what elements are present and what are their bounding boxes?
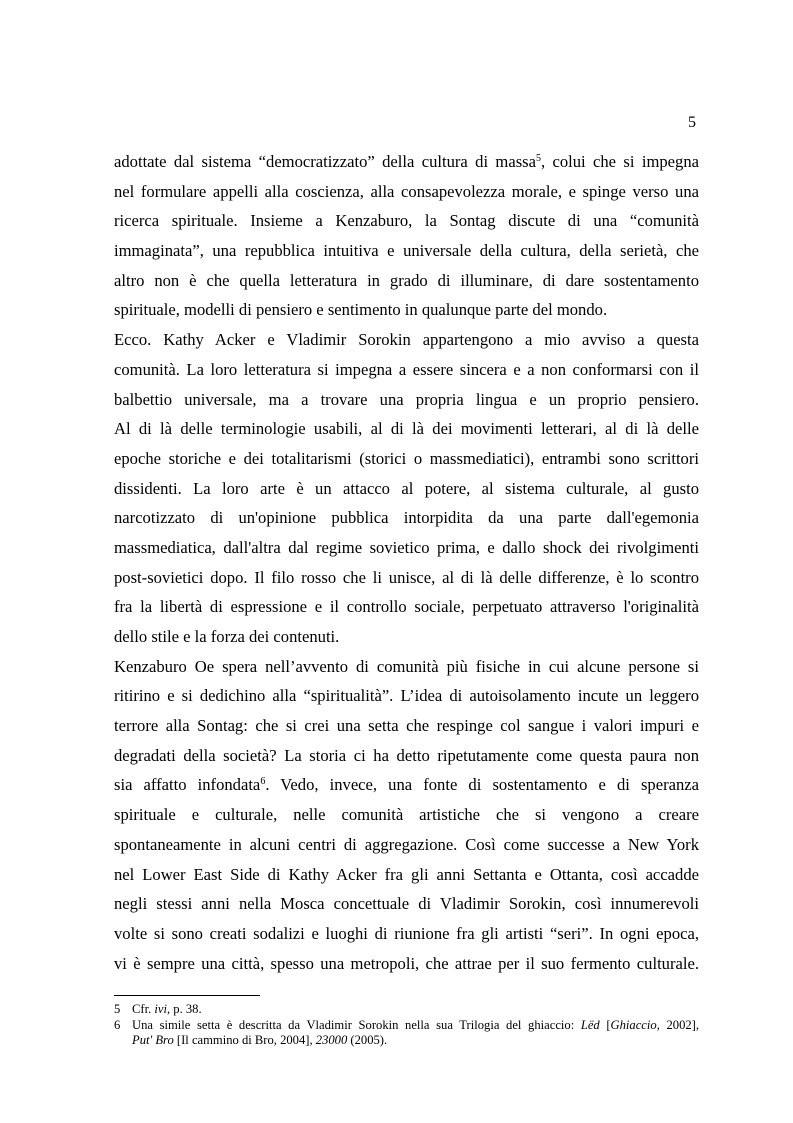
text-segment: epoche storiche e dei totalitarismi (storici o massmediatici), entrambi sono scrittori (114, 448, 699, 468)
text-segment: degradati della società? La storia ci ha detto ripetutamente come questa paura non (114, 745, 699, 765)
footnotes (114, 1002, 699, 1049)
text-line (114, 830, 699, 860)
text-line (114, 474, 699, 504)
footnote-number: 5 (114, 1002, 121, 1016)
text-segment: , p. 38. (166, 1002, 202, 1016)
text-segment: negli stessi anni nella Mosca concettuale di Vladimir Sorokin, così innumerevoli (114, 894, 699, 914)
footnote (114, 1018, 699, 1049)
text-line (114, 355, 699, 385)
text-segment: spontaneamente in alcuni centri di aggregazione. Così come successe a New York (114, 834, 699, 854)
text-line (114, 889, 699, 919)
text-line (114, 711, 699, 741)
text-segment: comunità. La loro letteratura si impegna a essere sincera e a non conformarsi con il (114, 359, 699, 379)
text-line (114, 563, 699, 593)
text-line (114, 385, 699, 415)
text-segment: (2005). (347, 1033, 388, 1047)
text-segment: immaginata”, una repubblica intuitiva e universale della cultura, della serietà, che (114, 241, 699, 261)
footnote-line (114, 1002, 699, 1018)
text-segment: nel formulare appelli alla coscienza, alla consapevolezza morale, e spinge verso una (114, 181, 699, 201)
footnote-line (114, 1018, 699, 1034)
text-segment: dello stile e la forza dei contenuti. (114, 627, 340, 646)
text-line (114, 266, 699, 296)
text-segment: spirituale e culturale, nelle comunità artistiche che si vengono a creare (114, 805, 699, 825)
text-segment: Ecco. Kathy Acker e Vladimir Sorokin appartengono a mio avviso a questa (114, 330, 699, 350)
text-segment: . Vedo, invece, una fonte di sostentamento e di speranza (265, 775, 699, 795)
text-line (114, 325, 699, 355)
text-segment: altro non è che quella letteratura in grado di illuminare, di dare sostentamento (114, 270, 699, 290)
text-segment: ritirino e si dedichino alla “spiritualità”. L’idea di autoisolamento incute un leggero (114, 686, 699, 706)
text-line (114, 919, 699, 949)
text-line (114, 177, 699, 207)
text-segment: , colui che si impegna (540, 152, 699, 171)
italic-text: ivi (154, 1002, 167, 1016)
text-segment: balbettio universale, ma a trovare una propria lingua e un proprio pensiero. (114, 389, 699, 409)
footnote-separator (114, 995, 260, 996)
text-segment: adottate dal sistema “democratizzato” della cultura di massa (114, 152, 536, 171)
text-segment: sia affatto infondata (114, 775, 261, 795)
text-segment: narcotizzato di un'opinione pubblica intorpidita da una parte dall'egemonia (114, 508, 699, 528)
text-line (114, 800, 699, 830)
text-line (114, 652, 699, 682)
text-line (114, 147, 699, 177)
text-segment: dissidenti. La loro arte è un attacco al potere, al sistema culturale, al gusto (114, 478, 699, 498)
text-segment: [Il cammino di Bro, 2004], (173, 1033, 316, 1047)
text-segment: Kenzaburo Oe spera nell’avvento di comunità più fisiche in cui alcune persone si (114, 656, 699, 676)
text-segment: vi è sempre una città, spesso una metropoli, che attrae per il suo fermento culturale. (114, 953, 699, 973)
text-segment: Cfr. (132, 1002, 155, 1016)
text-segment: spirituale, modelli di pensiero e sentimento in qualunque parte del mondo. (114, 300, 608, 320)
text-segment: nel Lower East Side di Kathy Acker fra gli anni Settanta e Ottanta, così accadde (114, 864, 699, 884)
text-line (114, 622, 699, 652)
body-text (114, 147, 699, 978)
text-segment: massmediatica, dall'altra dal regime sovietico prima, e dallo shock dei rivolgimenti (114, 537, 699, 557)
footnote (114, 1002, 699, 1018)
text-segment: Al di là delle terminologie usabili, al di là dei movimenti letterari, al di là delle (114, 419, 699, 439)
text-line (114, 681, 699, 711)
text-segment: ricerca spirituale. Insieme a Kenzaburo, la Sontag discute di una “comunità (114, 211, 699, 231)
text-segment: fra la libertà di espressione e il controllo sociale, perpetuato attraverso l'originalità (114, 597, 699, 617)
text-segment: post-sovietici dopo. Il filo rosso che li unisce, al di là delle differenze, è lo scontro (114, 567, 699, 587)
text-segment: , 2002], (656, 1017, 699, 1032)
text-line (114, 770, 699, 800)
text-line (114, 533, 699, 563)
text-line (114, 295, 699, 325)
text-segment: volte si sono creati sodalizi e luoghi di riunione fra gli artisti “seri”. In ogni epoca, (114, 923, 699, 943)
italic-text: Ghiaccio (610, 1017, 657, 1032)
text-line (114, 503, 699, 533)
text-line (114, 206, 699, 236)
text-line (114, 444, 699, 474)
text-line (114, 414, 699, 444)
text-line (114, 860, 699, 890)
italic-text: Lëd (580, 1017, 600, 1032)
italic-text: 23000 (315, 1033, 348, 1047)
footnote-marker: 5 (535, 153, 541, 164)
text-line (114, 592, 699, 622)
text-segment: terrore alla Sontag: che si crei una setta che respinge col sangue i valori impuri e (114, 716, 699, 736)
text-line (114, 236, 699, 266)
footnote-line (114, 1033, 699, 1049)
footnote-marker: 6 (260, 776, 266, 788)
footnote-number: 6 (114, 1017, 121, 1032)
text-line (114, 949, 699, 979)
page-number: 5 (688, 114, 696, 131)
text-line (114, 741, 699, 771)
text-segment: Una simile setta è descritta da Vladimir Sorokin nella sua Trilogia del ghiaccio: (132, 1017, 581, 1032)
italic-text: Put' Bro (132, 1033, 174, 1047)
text-segment: [ (599, 1017, 611, 1032)
